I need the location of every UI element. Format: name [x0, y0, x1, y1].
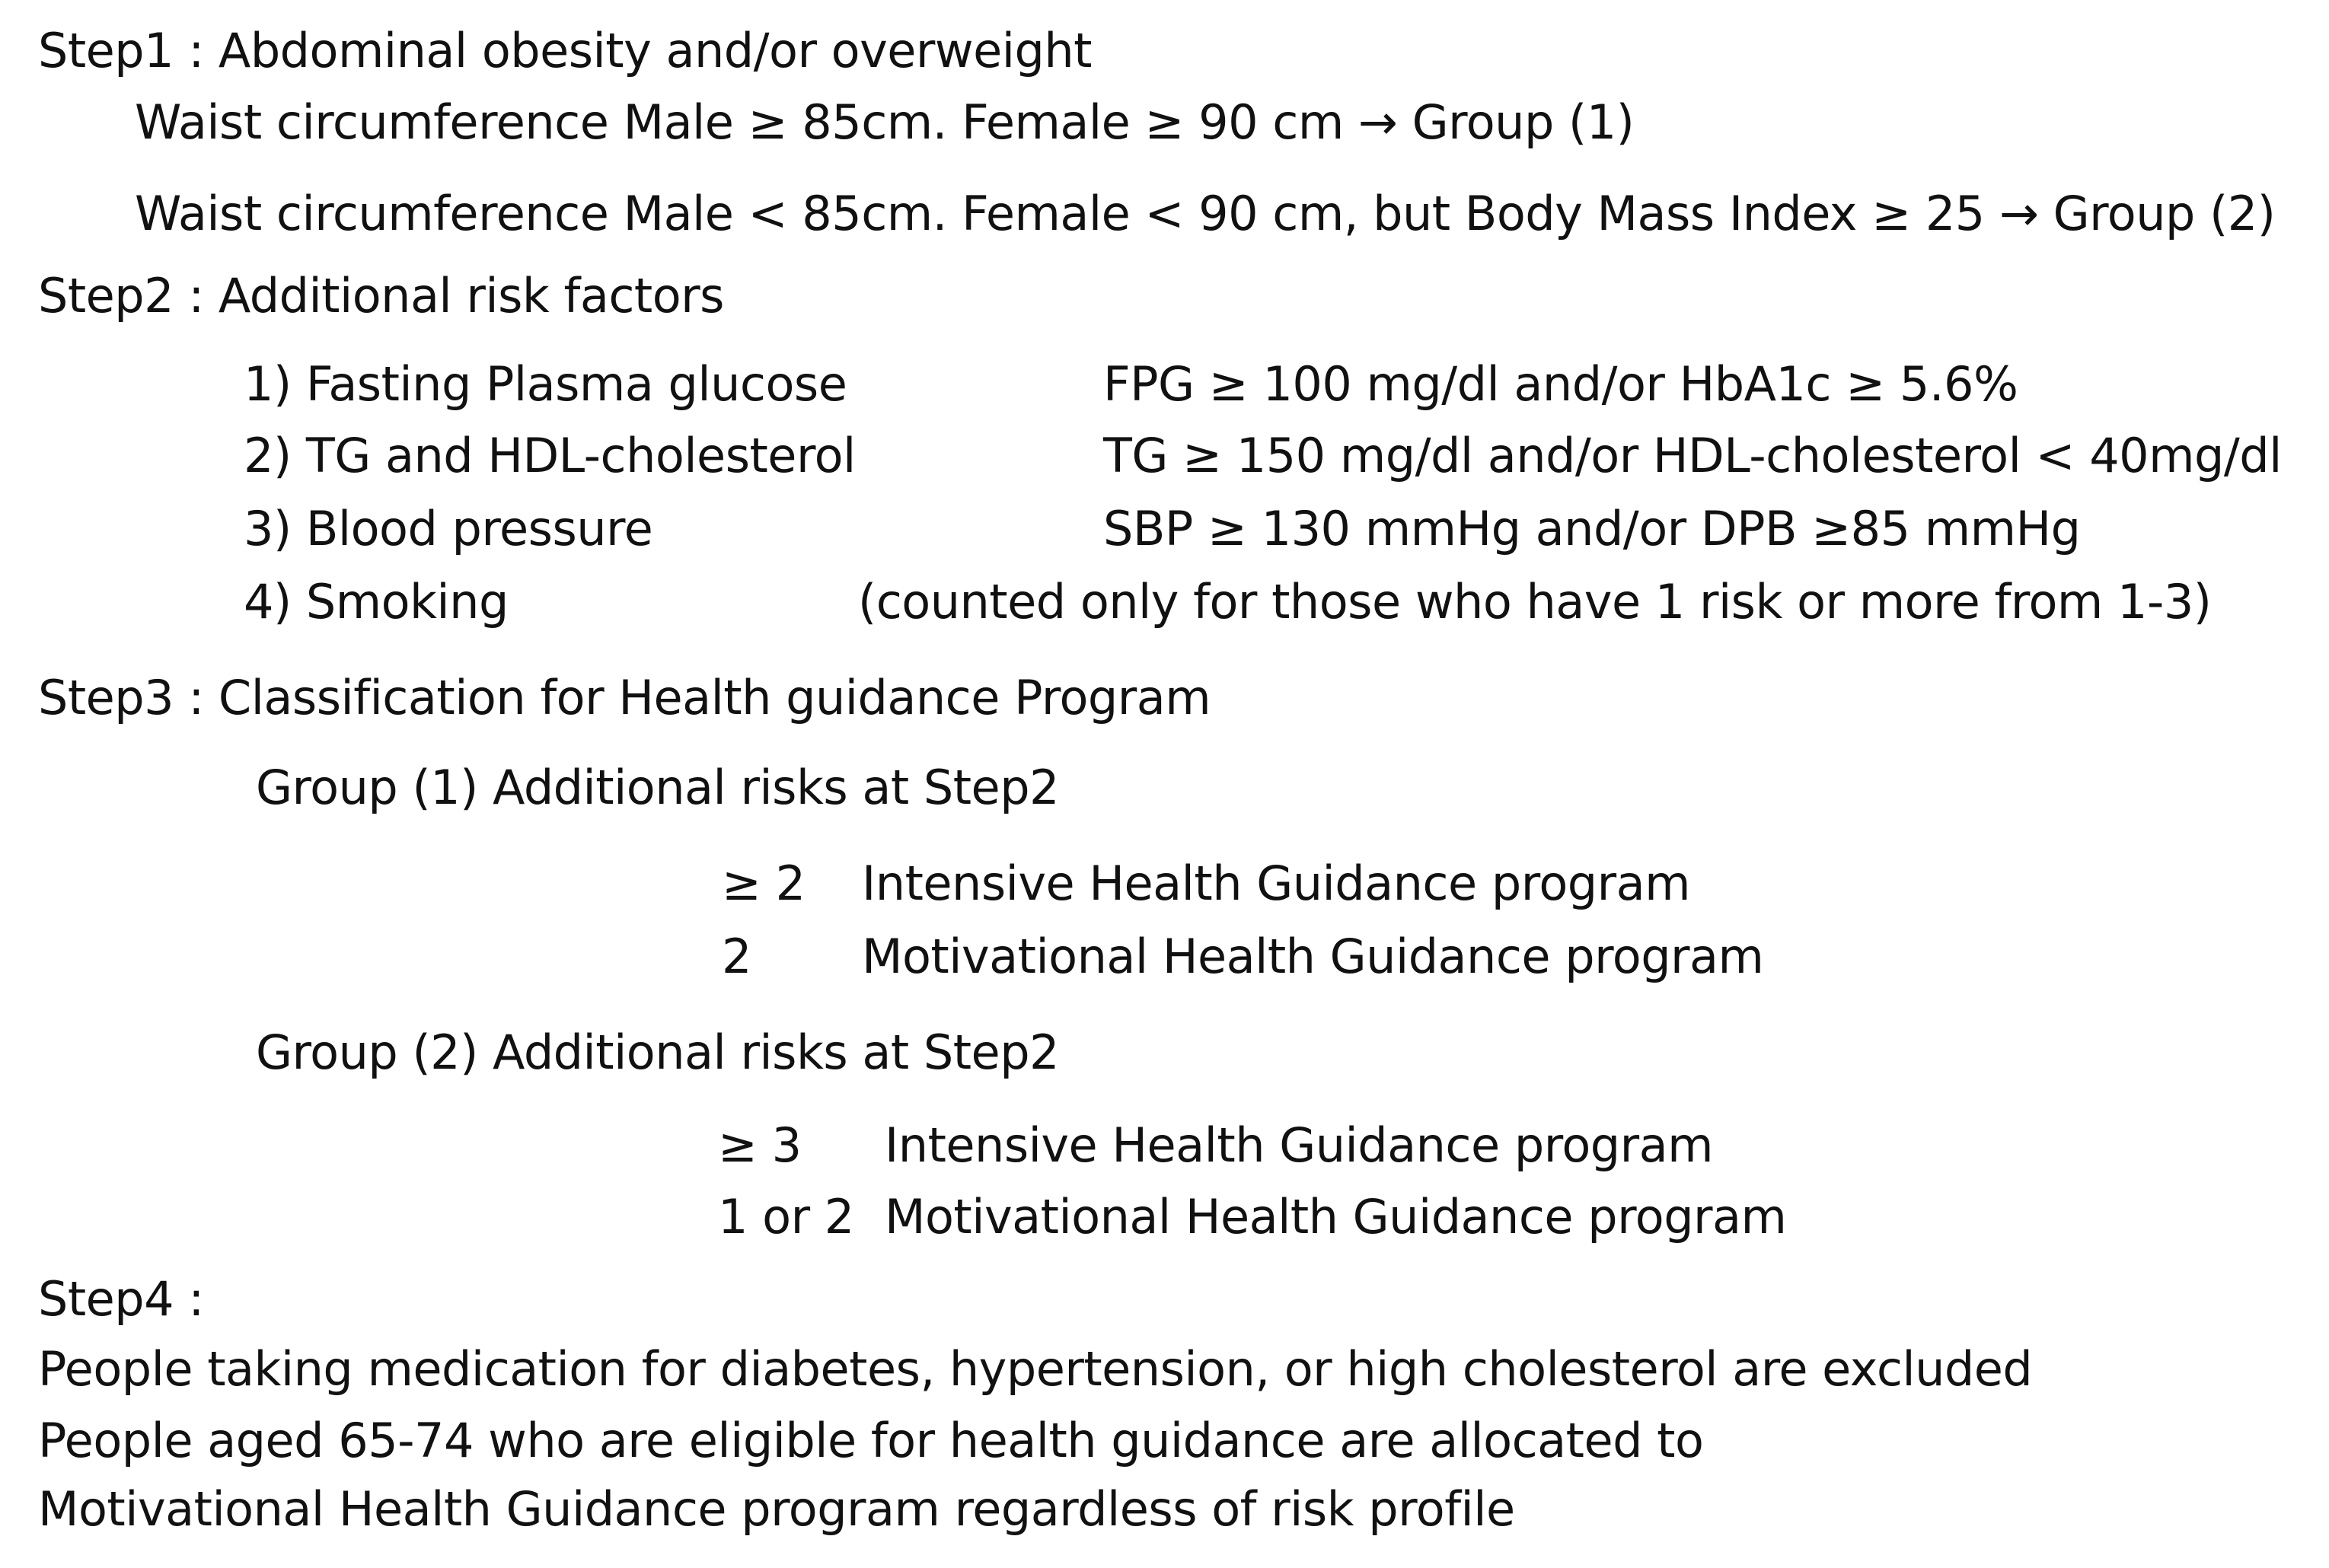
risk-factor-label: 4) Smoking: [244, 574, 509, 629]
group1-risk-count: 2: [722, 929, 751, 984]
step4-line: People taking medication for diabetes, hypertension, or high cholesterol are excluded: [38, 1341, 2033, 1397]
step4-line: People aged 65-74 who are eligible for health guidance are allocated to: [38, 1413, 1704, 1468]
risk-factor-label: 2) TG and HDL-cholesterol: [244, 428, 856, 483]
risk-factor-label: 3) Blood pressure: [244, 501, 653, 556]
step1-criterion-group1: Waist circumference Male ≥ 85cm. Female ≥ 90 cm → Group (1): [135, 94, 1635, 150]
risk-factor-criterion: SBP ≥ 130 mmHg and/or DPB ≥85 mmHg: [1103, 501, 2081, 556]
step4-line: Motivational Health Guidance program regardless of risk profile: [38, 1481, 1515, 1537]
risk-factor-criterion: (counted only for those who have 1 risk or more from 1-3): [858, 574, 2212, 629]
risk-factor-label: 1) Fasting Plasma glucose: [244, 356, 847, 412]
step3-heading: Step3 : Classification for Health guidance Program: [38, 670, 1211, 725]
group2-title: Group (2) Additional risks at Step2: [256, 1025, 1059, 1080]
risk-factor-criterion: FPG ≥ 100 mg/dl and/or HbA1c ≥ 5.6%: [1103, 356, 2018, 412]
step4-heading: Step4 :: [38, 1271, 204, 1327]
step2-heading: Step2 : Additional risk factors: [38, 268, 724, 323]
group2-risk-count: ≥ 3: [718, 1117, 802, 1173]
group2-program: Intensive Health Guidance program: [885, 1117, 1713, 1173]
group2-risk-count: 1 or 2: [718, 1189, 854, 1245]
step1-heading: Step1 : Abdominal obesity and/or overweight: [38, 23, 1092, 78]
group1-title: Group (1) Additional risks at Step2: [256, 760, 1059, 815]
group1-program: Motivational Health Guidance program: [862, 929, 1764, 984]
group1-program: Intensive Health Guidance program: [862, 856, 1690, 911]
step1-criterion-group2: Waist circumference Male < 85cm. Female < 90 cm, but Body Mass Index ≥ 25 → Group (2): [135, 186, 2276, 241]
group1-risk-count: ≥ 2: [722, 856, 806, 911]
group2-program: Motivational Health Guidance program: [885, 1189, 1787, 1245]
risk-factor-criterion: TG ≥ 150 mg/dl and/or HDL-cholesterol < 40mg/dl: [1103, 428, 2282, 483]
